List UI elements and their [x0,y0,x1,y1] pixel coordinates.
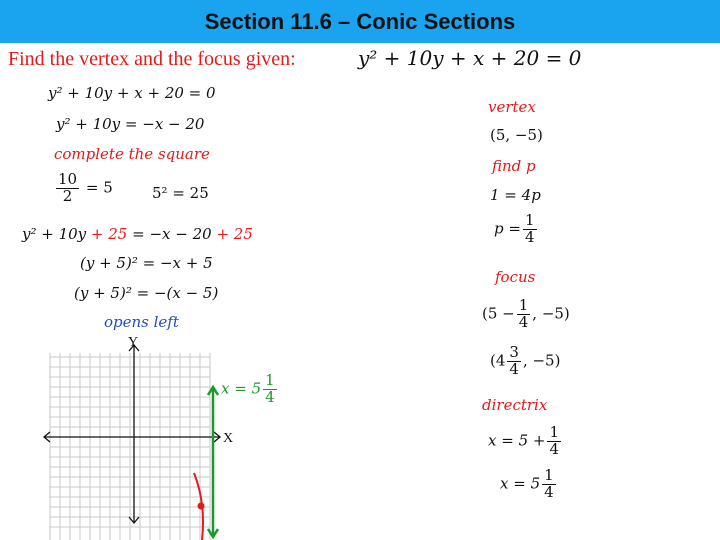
step-complete-square: complete the square [54,145,210,163]
grid-lines [50,353,210,540]
step-square-value: 5² = 25 [152,184,209,202]
x-axis-label: X [223,431,234,446]
focus-label: focus [495,268,536,286]
prompt-equation: y² + 10y + x + 20 = 0 [358,46,582,70]
directrix-expression: x = 5 + $\frac{1}{4}$ [488,423,559,458]
vertex-label: vertex [488,98,536,116]
step-isolate: y² + 10y = −x − 20 [56,115,205,133]
step-add-both-sides: y² + 10y + 25 = −x − 20 + 25 [22,225,253,243]
vertex-value: (5, −5) [490,126,543,144]
opens-direction: opens left [104,313,179,331]
graph-directrix-label: x = 5 $\frac{1}{4}$ [221,371,275,406]
find-p-equation: 1 = 4p [490,186,541,204]
step-standard-form: (y + 5)² = −(x − 5) [74,284,219,302]
focus-value: (4 $\frac{3}{4}$ , −5) [490,343,561,378]
half-denominator: 2 [62,186,73,205]
half-numerator: 10 [58,170,78,188]
step-expanded: y² + 10y + x + 20 = 0 [48,84,216,102]
title-banner [0,0,720,43]
half-result: = 5 [85,178,113,197]
y-axis-label: Y [128,335,139,350]
page-title: Section 11.6 – Conic Sections [204,8,516,34]
focus-point [198,503,205,510]
step-half-coefficient [54,172,113,205]
coordinate-graph [36,333,236,540]
find-p-label: find p [492,157,536,175]
step-factored: (y + 5)² = −x + 5 [80,254,213,272]
directrix-label: directrix [482,396,548,414]
directrix-value: x = 5 $\frac{1}{4}$ [500,466,554,501]
focus-expression: (5 − $\frac{1}{4}$ , −5) [482,296,570,331]
p-value: p = $\frac{1}{4}$ [494,211,535,246]
prompt-text: Find the vertex and the focus given: [8,48,296,70]
